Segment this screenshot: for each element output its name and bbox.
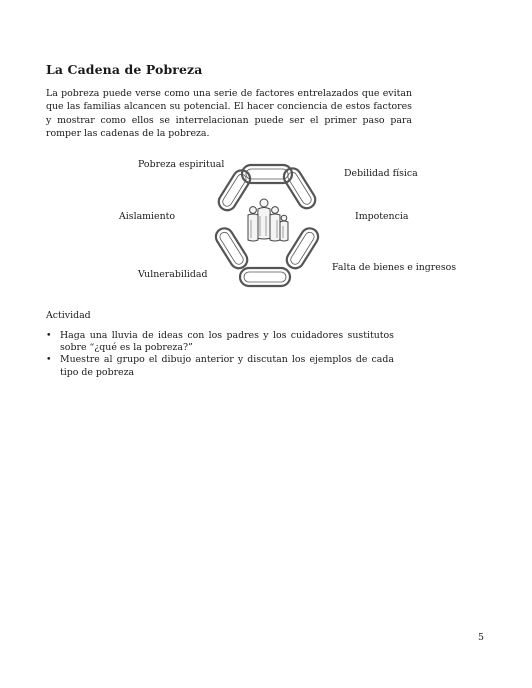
factor-vulnerabilidad: Vulnerabilidad bbox=[138, 269, 208, 280]
page-title: La Cadena de Pobreza bbox=[46, 62, 203, 77]
page-number: 5 bbox=[478, 632, 484, 643]
factor-pobreza-espiritual: Pobreza espiritual bbox=[138, 159, 225, 170]
bullet-icon: • bbox=[46, 354, 52, 366]
factor-debilidad-fisica: Debilidad física bbox=[344, 168, 418, 179]
factor-aislamiento: Aislamiento bbox=[119, 211, 176, 222]
list-item bbox=[46, 330, 394, 354]
chain-of-poverty-icon bbox=[208, 160, 326, 294]
activity-item-2: Muestre al grupo el dibujo anterior y discutan los ejemplos de cada tipo de pobreza bbox=[60, 354, 394, 378]
activity-heading: Actividad bbox=[46, 310, 91, 321]
bullet-icon: • bbox=[46, 330, 52, 341]
list-item bbox=[46, 354, 394, 378]
intro-paragraph: La pobreza puede verse como una serie de factores entrelazados que evitan que las familias alcancen su potencial. El hacer conciencia de estos factores y mostrar como ellos se interrelacionan puede ser el primer paso para romper las cadenas de la pobreza. bbox=[46, 88, 412, 140]
factor-impotencia: Impotencia bbox=[355, 211, 409, 222]
activity-item-1: Haga una lluvia de ideas con los padres y los cuidadores sustitutos sobre “¿qué es la pobreza?” bbox=[60, 330, 394, 354]
factor-falta-de-bienes: Falta de bienes e ingresos bbox=[332, 262, 457, 273]
activity-list bbox=[46, 330, 394, 379]
